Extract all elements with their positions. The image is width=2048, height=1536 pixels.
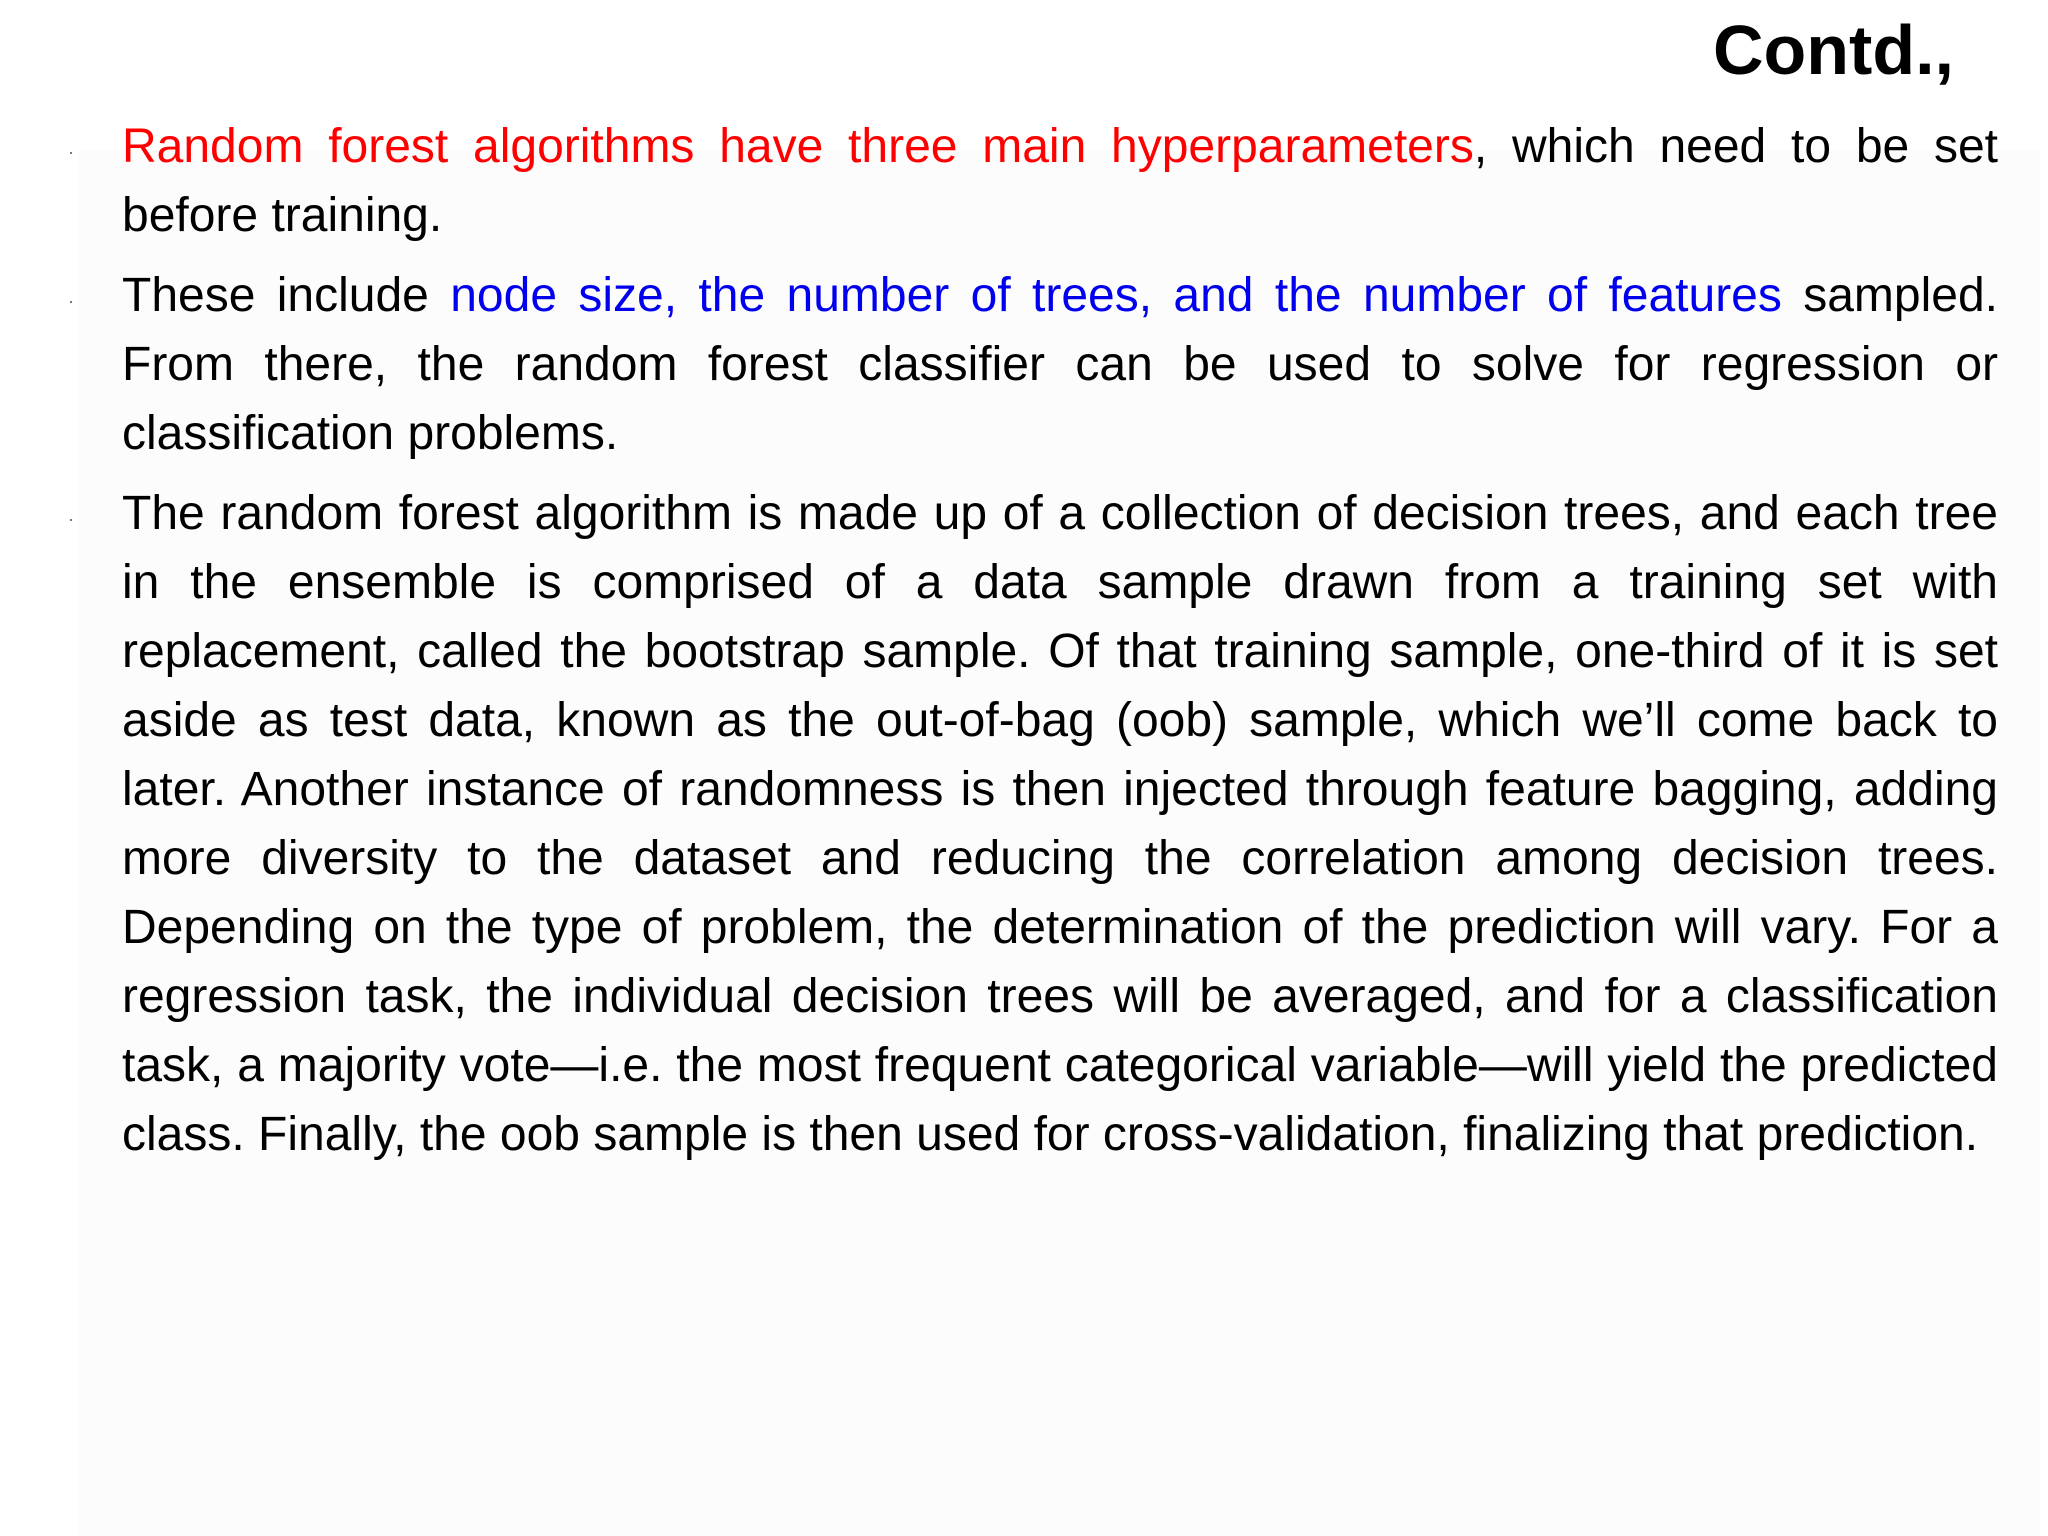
bullet-marker bbox=[70, 152, 72, 154]
bullet-marker bbox=[70, 301, 72, 303]
hyperparameter-list-highlight: node size, the number of trees, and the number of features bbox=[450, 269, 1782, 322]
bullet-hyperparameter-list bbox=[122, 261, 1998, 468]
hyperparameter-list-text: sampled. From there, the random forest classifier can be used to solve for regression or classification problems. bbox=[122, 269, 1998, 460]
bullet-hyperparameters bbox=[122, 112, 1998, 250]
slide-title: Contd., bbox=[1712, 11, 1954, 89]
hyperparameters-text: , which need to be set before training. bbox=[122, 120, 1999, 242]
bullet-algorithm-description bbox=[122, 479, 1998, 1169]
algorithm-description-text: The random forest algorithm is made up of a collection of decision trees, and each tree in the ensemble is comprised of a data sample drawn from a training set with replacement, called the bootstrap sample. Of that training sample, one-third of it is set aside as test data, known as the out-of-bag (oob) sample, which we’ll come back to later. Another instance of randomness is then injected through feature bagging, adding more diversity to the dataset and reducing the correlation among decision trees. Depending on the type of problem, the determination of the prediction will vary. For a regression task, the individual decision trees will be averaged, and for a classification task, a majority vote—i.e. the most frequent categorical variable—will yield the predicted class. Finally, the oob sample is then used for cross-validation, finalizing that prediction. bbox=[122, 487, 1998, 1161]
hyperparameters-highlight: Random forest algorithms have three main hyperparameters bbox=[122, 120, 1474, 173]
bullet-marker bbox=[70, 519, 72, 521]
hyperparameter-list-lead: These include bbox=[122, 269, 451, 322]
bullet-list bbox=[122, 112, 1998, 1180]
